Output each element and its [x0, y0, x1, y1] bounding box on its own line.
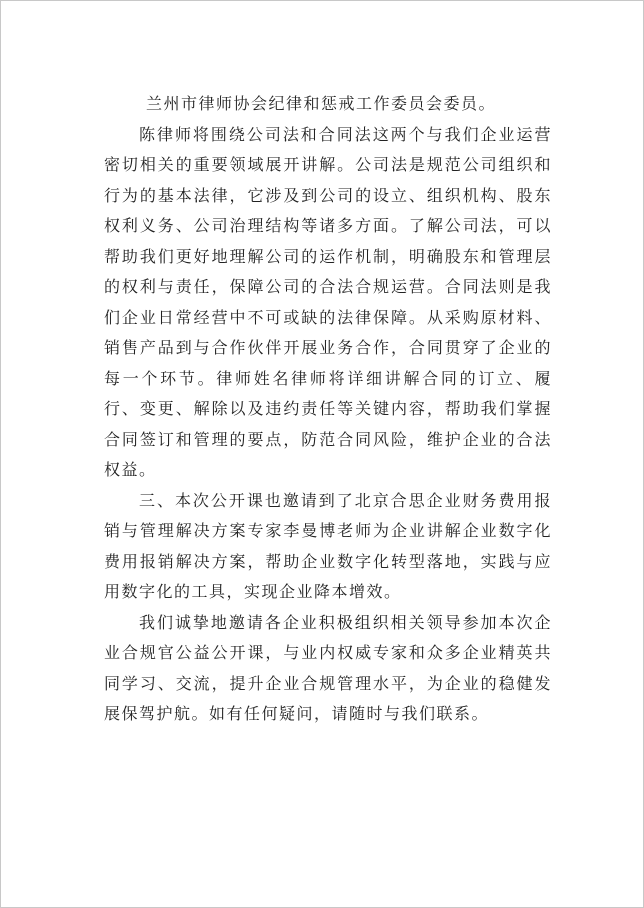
paragraph-lawyer-lecture: 陈律师将围绕公司法和合同法这两个与我们企业运营密切相关的重要领域展开讲解。公司法是规范公司组织和行为的基本法律，它涉及到公司的设立、组织机构、股东权利义务、公司治理结构等诸多方面。了解公司法，可以帮助我们更好地理解公司的运作机制，明确股东和管理层的权利与责任，保障公司的合法合规运营。合同法则是我们企业日常经营中不可或缺的法律保障。从采购原材料、销售产品到与合作伙伴开展业务合作，合同贯穿了企业的每一个环节。律师姓名律师将详细讲解合同的订立、履行、变更、解除以及违约责任等关键内容，帮助我们掌握合同签订和管理的要点，防范合同风险，维护企业的合法权益。: [104, 124, 552, 479]
paragraph-invitation: 我们诚挚地邀请各企业积极组织相关领导参加本次企业合规官公益公开课，与业内权威专家和众多企业精英共同学习、交流，提升企业合规管理水平，为企业的稳健发展保驾护航。如有任何疑问，请随时与我们联系。: [104, 612, 552, 723]
document-body: [104, 89, 552, 730]
paragraph-guest-speaker: 三、本次公开课也邀请到了北京合思企业财务费用报销与管理解决方案专家李曼博老师为企业讲解企业数字化费用报销解决方案，帮助企业数字化转型落地，实践与应用数字化的工具，实现企业降本增效。: [104, 490, 552, 601]
paragraph-committee-member: 兰州市律师协会纪律和惩戒工作委员会委员。: [146, 94, 497, 113]
